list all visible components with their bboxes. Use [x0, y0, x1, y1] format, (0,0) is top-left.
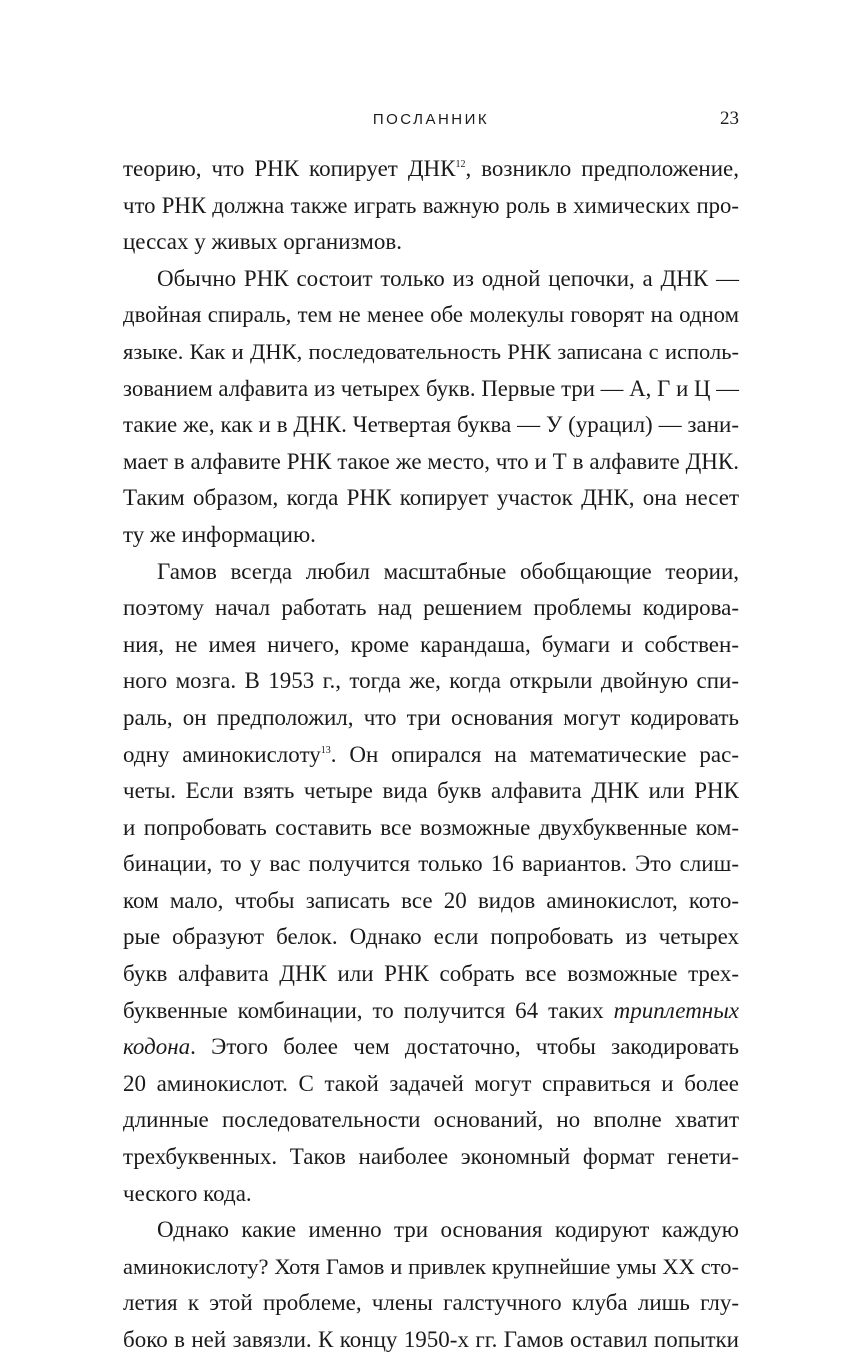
text-line: мает в алфавите РНК такое же место, что и Т в алфавите ДНК.	[123, 448, 739, 474]
text-line: ту же информацию.	[123, 521, 316, 547]
text-line: ния, не имея ничего, кроме карандаша, бумаги и собствен-	[123, 631, 739, 657]
text-line: кодона. Этого более чем достаточно, чтобы закодировать	[123, 1034, 739, 1060]
text-line: рые образуют белок. Однако если попробовать из четырех	[123, 924, 739, 950]
text-line: раль, он предположил, что три основания могут кодировать	[123, 704, 739, 730]
text-line: поэтому начал работать над решением проблемы кодирова-	[123, 595, 739, 621]
running-head: ПОСЛАННИК	[372, 111, 490, 128]
text-line: летия к этой проблеме, члены галстучного клуба лишь глу-	[123, 1290, 739, 1316]
text-line: боко в ней завязли. К концу 1950-х гг. Гамов оставил попытки	[123, 1327, 739, 1352]
text-line: ком мало, чтобы записать все 20 видов аминокислот, кото-	[123, 887, 739, 913]
text-line: букв алфавита ДНК или РНК собрать все возможные трех-	[123, 961, 739, 987]
text-line: длинные последовательности оснований, но вполне хватит	[123, 1107, 739, 1133]
page-header	[123, 108, 739, 132]
text-line: языке. Как и ДНК, последовательность РНК записана с исполь-	[123, 338, 739, 364]
text-line: Однако какие именно три основания кодируют каждую	[157, 1217, 739, 1243]
text-line: Обычно РНК состоит только из одной цепочки, а ДНК —	[157, 265, 739, 291]
text-line: трехбуквенных. Таков наиболее экономный формат генети-	[123, 1144, 739, 1170]
footnote-ref[interactable]: 12	[455, 159, 466, 170]
text-line: двойная спираль, тем не менее обе молекулы говорят на одном	[123, 302, 739, 328]
text-line: ного мозга. В 1953 г., тогда же, когда открыли двойную спи-	[123, 668, 739, 694]
page-number: 23	[720, 108, 739, 129]
text-line: бинации, то у вас получится только 16 вариантов. Это слиш-	[123, 851, 739, 877]
text-line: и попробовать составить все возможные двухбуквенные ком-	[123, 814, 739, 840]
text-line: аминокислоту? Хотя Гамов и привлек крупнейшие умы XX сто-	[123, 1253, 739, 1279]
footnote-ref[interactable]: 13	[320, 744, 331, 756]
text-line: теорию, что РНК копирует ДНК$^{12}$, возникло предположение,	[123, 156, 739, 181]
text-line: Гамов всегда любил масштабные обобщающие теории,	[157, 558, 739, 584]
text-line: 20 аминокислот. С такой задачей могут справиться и более	[123, 1070, 739, 1096]
text-line: такие же, как и в ДНК. Четвертая буква — У (урацил) — зани-	[123, 412, 739, 438]
text-line: буквенные комбинации, то получится 64 таких триплетных	[123, 997, 739, 1023]
italic-term: триплетных	[613, 997, 739, 1023]
text-line: цессах у живых организмов.	[123, 229, 402, 255]
text-line: ческого кода.	[123, 1180, 252, 1206]
text-line: зованием алфавита из четырех букв. Первые три — А, Г и Ц —	[123, 375, 739, 401]
text-line: Таким образом, когда РНК копирует участок ДНК, она несет	[123, 485, 739, 511]
text-line: четы. Если взять четыре вида букв алфавита ДНК или РНК	[123, 778, 739, 804]
italic-term: кодона	[123, 1034, 191, 1060]
text-line: что РНК должна также играть важную роль в химических про-	[123, 192, 739, 218]
text-line: одну аминокислоту$^{13}$. Он опирался на математические рас-	[123, 741, 739, 767]
body-text	[123, 151, 739, 1359]
